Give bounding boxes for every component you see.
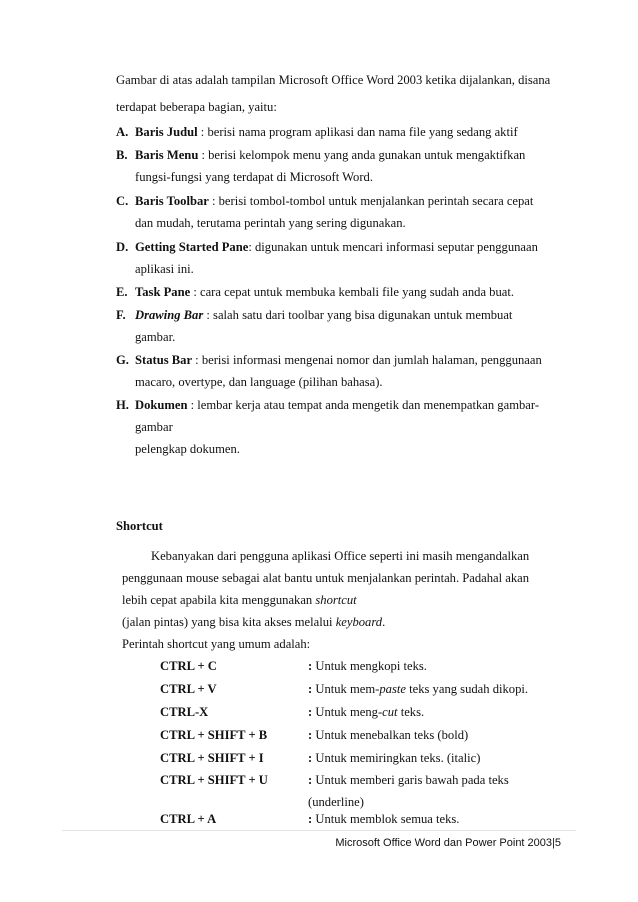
part-desc: : berisi kelompok menu yang anda gunakan untuk mengaktifkan [198, 148, 526, 162]
part-label: H. [116, 398, 129, 412]
shortcut-description [308, 750, 480, 766]
shortcut-key: CTRL-X [160, 705, 209, 719]
part-label: A. [116, 125, 129, 139]
part-term: Getting Started Pane [135, 240, 249, 254]
part-e [116, 284, 514, 300]
shortcut-description [308, 727, 468, 743]
text-run: Untuk memblok semua teks. [312, 812, 460, 826]
page-footer: Microsoft Office Word dan Power Point 2003|5 [335, 837, 561, 849]
part-c [116, 193, 533, 209]
part-term: Status Bar [135, 353, 193, 367]
text-run: Untuk memberi garis bawah pada teks [312, 773, 509, 787]
shortcut-description-cont: (underline) [308, 795, 364, 809]
emphasis: shortcut [315, 593, 357, 607]
colon: : [308, 812, 313, 826]
shortcut-heading: Shortcut [116, 519, 163, 533]
intro-line-1: Gambar di atas adalah tampilan Microsoft Office Word 2003 ketika dijalankan, disana [116, 73, 551, 87]
part-label: C. [116, 194, 129, 208]
part-desc: : berisi tombol-tombol untuk menjalankan perintah secara cepat [208, 194, 534, 208]
text-run: teks yang sudah dikopi. [405, 682, 529, 696]
text-run: teks. [397, 705, 425, 719]
part-desc: : lembar kerja atau tempat anda mengetik dan menempatkan gambar- [187, 398, 540, 412]
part-h [116, 397, 539, 413]
part-term: Task Pane [135, 285, 191, 299]
part-label: B. [116, 148, 128, 162]
text-run: Untuk menebalkan teks (bold) [312, 728, 469, 742]
part-g-cont: macaro, overtype, dan language (pilihan bahasa). [135, 375, 383, 389]
text-run: (jalan pintas) yang bisa kita akses melalui [122, 615, 336, 629]
text-run: Untuk mem- [312, 682, 380, 696]
shortcut-key: CTRL + V [160, 682, 217, 696]
shortcut-description [308, 681, 528, 697]
part-term: Baris Menu [135, 148, 199, 162]
shortcut-paragraph-2: penggunaan mouse sebagai alat bantu untuk menjalankan perintah. Padahal akan [122, 571, 530, 585]
shortcut-description [308, 772, 509, 788]
text-run: . [382, 615, 386, 629]
shortcut-paragraph-3 [122, 592, 357, 608]
colon: : [308, 751, 313, 765]
part-h-cont-1: gambar [135, 420, 173, 434]
shortcut-key: CTRL + C [160, 659, 217, 673]
part-c-cont: dan mudah, terutama perintah yang sering digunakan. [135, 216, 406, 230]
footer-divider [62, 830, 576, 831]
part-label: D. [116, 240, 129, 254]
shortcut-key: CTRL + SHIFT + U [160, 773, 268, 787]
part-desc: : digunakan untuk mencari informasi seputar penggunaan [248, 240, 538, 254]
part-b-cont: fungsi-fungsi yang terdapat di Microsoft Word. [135, 170, 373, 184]
colon: : [308, 682, 313, 696]
part-term: Baris Toolbar [135, 194, 209, 208]
shortcut-paragraph-4 [122, 614, 385, 630]
emphasis: cut [382, 705, 398, 719]
shortcut-key: CTRL + SHIFT + B [160, 728, 268, 742]
part-desc: : berisi informasi mengenai nomor dan jumlah halaman, penggunaan [192, 353, 542, 367]
part-f [116, 307, 512, 323]
part-label: F. [116, 308, 126, 322]
colon: : [308, 705, 313, 719]
part-label: G. [116, 353, 129, 367]
shortcut-description [308, 704, 424, 720]
part-label: E. [116, 285, 128, 299]
shortcut-paragraph-1: Kebanyakan dari pengguna aplikasi Office seperti ini masih mengandalkan [151, 549, 530, 563]
shortcut-key: CTRL + A [160, 812, 217, 826]
part-b [116, 147, 525, 163]
part-term: Drawing Bar [135, 308, 204, 322]
part-term: Dokumen [135, 398, 188, 412]
colon: : [308, 773, 313, 787]
text-run: Untuk mengkopi teks. [312, 659, 427, 673]
shortcut-key: CTRL + SHIFT + I [160, 751, 264, 765]
part-desc: : cara cepat untuk membuka kembali file yang sudah anda buat. [190, 285, 515, 299]
shortcut-description [308, 658, 427, 674]
intro-line-2: terdapat beberapa bagian, yaitu: [116, 100, 277, 114]
part-h-cont-2: pelengkap dokumen. [135, 442, 240, 456]
part-a [116, 124, 518, 140]
shortcut-description [308, 811, 459, 827]
part-desc: : berisi nama program aplikasi dan nama file yang sedang aktif [197, 125, 518, 139]
part-desc: : salah satu dari toolbar yang bisa digunakan untuk membuat [203, 308, 513, 322]
text-run: Untuk meng- [312, 705, 383, 719]
emphasis: keyboard [335, 615, 383, 629]
part-d [116, 239, 538, 255]
part-f-cont: gambar. [135, 330, 176, 344]
colon: : [308, 659, 313, 673]
emphasis: paste [379, 682, 406, 696]
colon: : [308, 728, 313, 742]
part-g [116, 352, 542, 368]
shortcut-paragraph-5: Perintah shortcut yang umum adalah: [122, 637, 311, 651]
text-run: Untuk memiringkan teks. (italic) [312, 751, 481, 765]
text-run: lebih cepat apabila kita menggunakan [122, 593, 316, 607]
part-term: Baris Judul [135, 125, 198, 139]
part-d-cont: aplikasi ini. [135, 262, 194, 276]
